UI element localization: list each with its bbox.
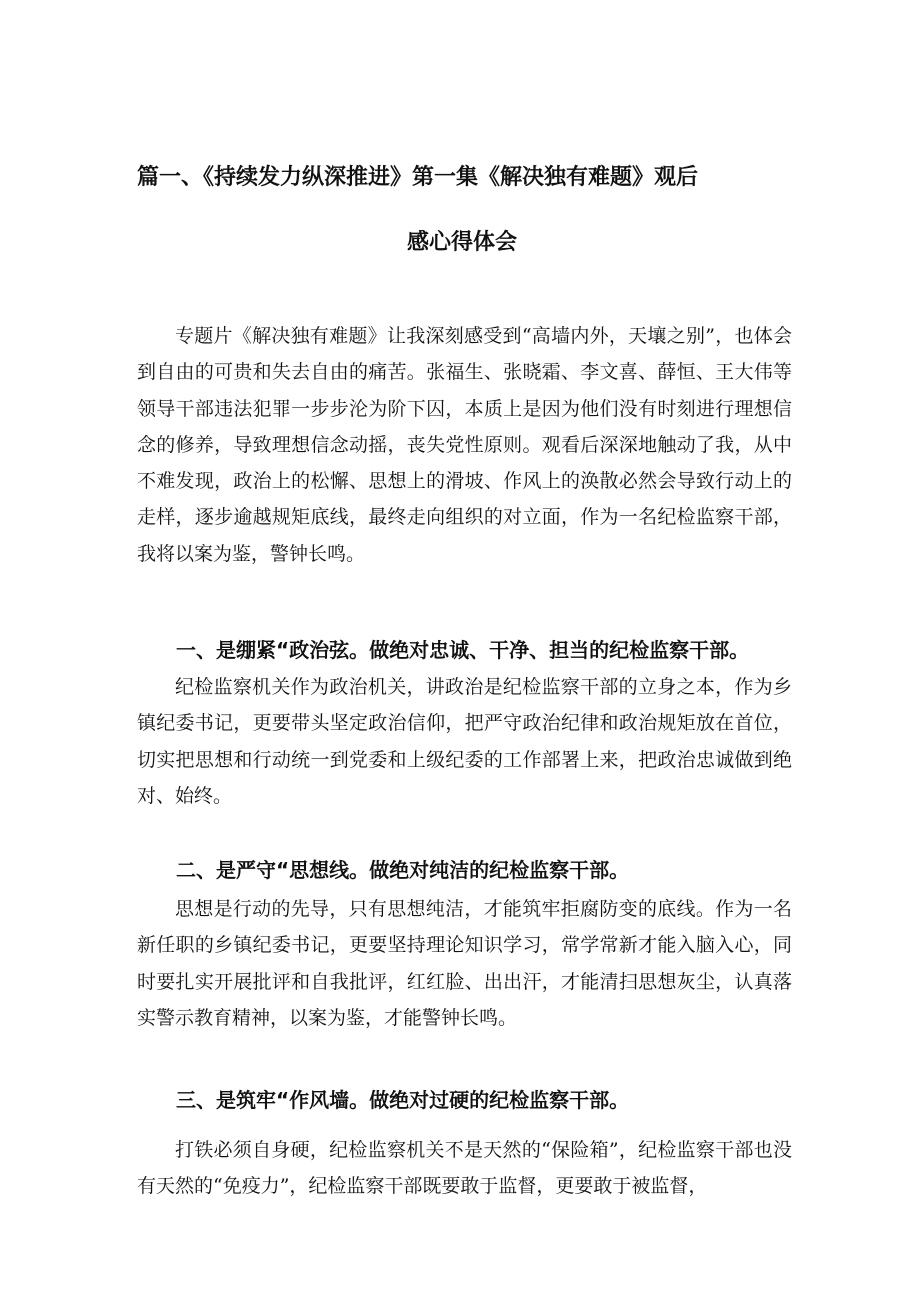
section-2-heading: 二、是严守“思想线。做绝对纯洁的纪检监察干部。 (176, 858, 630, 882)
section-3-heading: 三、是筑牢“作风墙。做绝对过硬的纪检监察干部。 (176, 1088, 630, 1112)
document-title-line-1: 篇一、《持续发力纵深推进》第一集《解决独有难题》观后 (137, 165, 699, 190)
section-3-paragraph: 打铁必须自身硬，纪检监察机关不是天然的“保险箱”，纪检监察干部也没有天然的“免疫力”，纪检监察干部既要敢于监督，更要敢于被监督， (137, 1139, 792, 1198)
section-1-paragraph: 纪检监察机关作为政治机关，讲政治是纪检监察干部的立身之本，作为乡镇纪委书记，更要带头坚定政治信仰，把严守政治纪律和政治规矩放在首位，切实把思想和行动统一到党委和上级纪委的工作部署上来，把政治忠诚做到绝对、始终。 (137, 676, 792, 807)
document-title-line-2: 感心得体会 (407, 230, 518, 255)
intro-paragraph: 专题片《解决独有难题》让我深刻感受到“高墙内外，天壤之别”，也体会到自由的可贵和失去自由的痛苦。张福生、张晓霜、李文喜、薛恒、王大伟等领导干部违法犯罪一步步沦为阶下囚，本质上是因为他们没有时刻进行理想信念的修养，导致理想信念动摇，丧失党性原则。观看后深深地触动了我，从中不难发现，政治上的松懈、思想上的滑坡、作风上的涣散必然会导致行动上的走样，逐步逾越规矩底线，最终走向组织的对立面，作为一名纪检监察干部，我将以案为鉴，警钟长鸣。 (137, 325, 792, 565)
section-1-heading: 一、是绷紧“政治弦。做绝对忠诚、干净、担当的纪检监察干部。 (176, 638, 750, 662)
section-2-paragraph: 思想是行动的先导，只有思想纯洁，才能筑牢拒腐防变的底线。作为一名新任职的乡镇纪委书记，更要坚持理论知识学习，常学常新才能入脑入心，同时要扎实开展批评和自我批评，红红脸、出出汗，才能清扫思想灰尘，认真落实警示教育精神，以案为鉴，才能警钟长鸣。 (137, 898, 792, 1029)
